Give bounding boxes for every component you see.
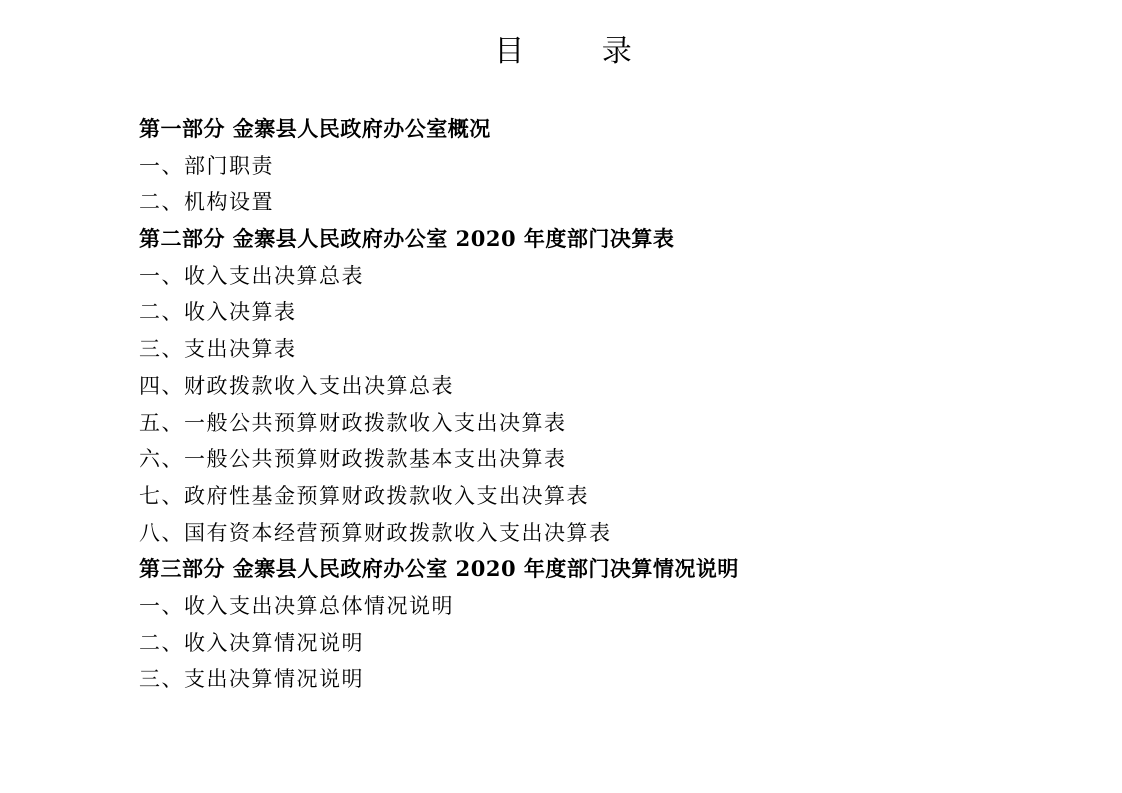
toc-item: 二、机构设置: [139, 190, 274, 215]
toc-item: 一、收入支出决算总体情况说明: [139, 593, 454, 618]
toc-part-heading: 第一部分 金寨县人民政府办公室概况: [139, 116, 491, 141]
toc-item: 四、财政拨款收入支出决算总表: [139, 373, 454, 398]
toc-item: 一、部门职责: [139, 153, 274, 178]
toc-item: 三、支出决算表: [139, 337, 297, 362]
toc-item: 二、收入决算情况说明: [139, 630, 364, 655]
toc-item: 三、支出决算情况说明: [139, 667, 364, 692]
toc-item: 七、政府性基金预算财政拨款收入支出决算表: [139, 483, 589, 508]
toc-item: 二、收入决算表: [139, 300, 297, 325]
toc-part-heading: 第三部分 金寨县人民政府办公室 2020 年度部门决算情况说明: [139, 556, 739, 582]
toc-item: 五、一般公共预算财政拨款收入支出决算表: [139, 410, 567, 435]
toc-item: 八、国有资本经营预算财政拨款收入支出决算表: [139, 520, 612, 545]
toc-item: 一、收入支出决算总表: [139, 263, 364, 288]
table-of-contents: [139, 111, 739, 698]
page-title: 目 录: [494, 34, 666, 69]
toc-item: 六、一般公共预算财政拨款基本支出决算表: [139, 447, 567, 472]
toc-part-heading: 第二部分 金寨县人民政府办公室 2020 年度部门决算表: [139, 226, 675, 252]
